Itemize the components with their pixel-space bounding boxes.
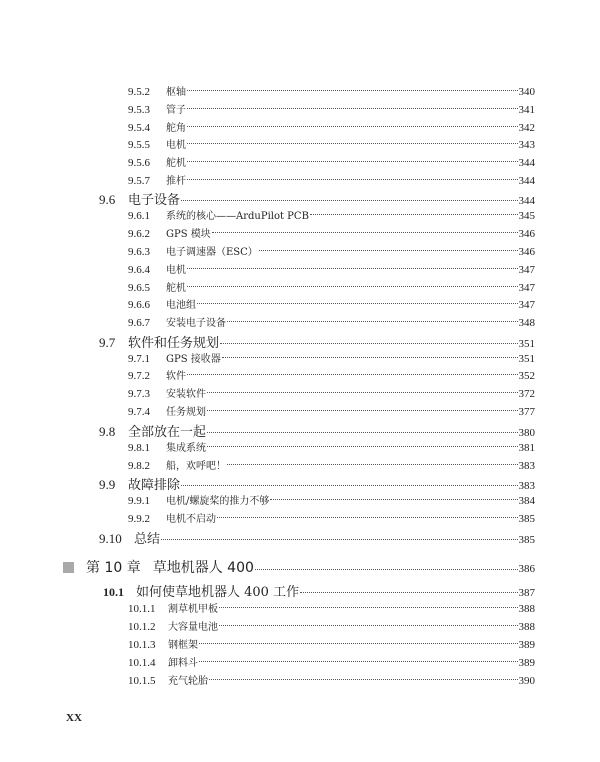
- section-title: 如何使草地机器人 400 工作: [136, 585, 300, 600]
- toc-entry-9-7-2[interactable]: [128, 367, 535, 382]
- dot-leader: [199, 661, 518, 662]
- section-title: 软件和任务规划: [128, 336, 220, 351]
- entry-page: 383: [518, 460, 535, 472]
- section-title: 全部放在一起: [128, 425, 207, 440]
- section-number: 9.6: [99, 192, 116, 207]
- toc-entry-9-7-1[interactable]: [128, 350, 535, 365]
- entry-page: 381: [518, 442, 535, 454]
- toc-entry-10-1-4[interactable]: [128, 654, 535, 669]
- toc-entry-9-5-4[interactable]: [128, 119, 535, 134]
- toc-entry-9-5-5[interactable]: [128, 136, 535, 151]
- entry-title: GPS 模块: [166, 229, 211, 240]
- entry-title: 卸料斗: [168, 658, 198, 669]
- entry-number: 10.1.1: [128, 603, 156, 615]
- entry-page: 348: [518, 317, 535, 329]
- entry-number: 9.6.5: [128, 282, 150, 294]
- dot-leader: [187, 286, 518, 287]
- entry-title: GPS 接收器: [166, 354, 221, 365]
- toc-section-9-7[interactable]: [99, 332, 535, 351]
- toc-entry-9-6-6[interactable]: [128, 296, 535, 311]
- section-number: 9.10: [99, 531, 122, 546]
- entry-title: 电机: [166, 140, 186, 151]
- dot-leader: [187, 161, 518, 162]
- dot-leader: [222, 357, 518, 358]
- entry-number: 9.5.5: [128, 139, 150, 151]
- entry-title: 钢框架: [168, 640, 198, 651]
- page-number-footer: XX: [66, 712, 82, 724]
- dot-leader: [270, 499, 517, 500]
- entry-page: 385: [518, 513, 535, 525]
- dot-leader: [187, 143, 518, 144]
- dot-leader: [212, 232, 518, 233]
- dot-leader: [219, 607, 518, 608]
- toc-entry-9-6-5[interactable]: [128, 279, 535, 294]
- toc-entry-9-5-2[interactable]: [128, 83, 535, 98]
- toc-entry-9-6-3[interactable]: [128, 243, 535, 258]
- entry-number: 9.6.7: [128, 317, 150, 329]
- entry-title: 集成系统: [166, 443, 206, 454]
- entry-number: 9.6.3: [128, 246, 150, 258]
- entry-number: 9.7.4: [128, 406, 150, 418]
- entry-title: 安装软件: [166, 389, 206, 400]
- entry-number: 9.8.2: [128, 460, 150, 472]
- entry-number: 9.6.4: [128, 264, 150, 276]
- section-number: 10.1: [103, 585, 124, 599]
- entry-number: 9.9.1: [128, 495, 150, 507]
- entry-page: 352: [518, 370, 535, 382]
- entry-number: 9.6.6: [128, 299, 150, 311]
- entry-page: 384: [518, 495, 535, 507]
- toc-entry-10-1-1[interactable]: [128, 600, 535, 615]
- toc-entry-9-8-1[interactable]: [128, 439, 535, 454]
- entry-title: 充气轮胎: [168, 676, 208, 687]
- entry-number: 9.7.2: [128, 370, 150, 382]
- entry-page: 345: [518, 210, 535, 222]
- toc-entry-9-9-2[interactable]: [128, 510, 535, 525]
- entry-title: 舵机: [166, 283, 186, 294]
- entry-title: 电机不启动: [166, 514, 216, 525]
- dot-leader: [300, 592, 517, 593]
- section-number: 9.8: [99, 424, 116, 439]
- toc-section-9-10[interactable]: [99, 528, 535, 547]
- section-number: 9.7: [99, 335, 116, 350]
- entry-page: 341: [518, 104, 535, 116]
- dot-leader: [255, 569, 518, 570]
- toc-entry-9-6-1[interactable]: [128, 207, 535, 222]
- entry-number: 9.6.1: [128, 210, 150, 222]
- entry-title: 舵机: [166, 158, 186, 169]
- toc-section-9-8[interactable]: [99, 421, 535, 440]
- dot-leader: [187, 179, 518, 180]
- entry-number: 9.5.6: [128, 157, 150, 169]
- entry-number: 9.9.2: [128, 513, 150, 525]
- toc-entry-9-5-3[interactable]: [128, 101, 535, 116]
- section-title: 电子设备: [128, 193, 181, 208]
- entry-page: 340: [518, 86, 535, 98]
- toc-entry-9-6-7[interactable]: [128, 314, 535, 329]
- entry-page: 344: [518, 157, 535, 169]
- entry-title: 枢轴: [166, 87, 186, 98]
- entry-title: 安装电子设备: [166, 318, 226, 329]
- dot-leader: [207, 410, 518, 411]
- entry-title: 割草机甲板: [168, 604, 218, 615]
- entry-number: 9.6.2: [128, 228, 150, 240]
- dot-leader: [310, 214, 518, 215]
- entry-page: 347: [518, 299, 535, 311]
- dot-leader: [187, 374, 518, 375]
- toc-entry-9-6-2[interactable]: [128, 225, 535, 240]
- dot-leader: [220, 343, 517, 344]
- toc-entry-9-6-4[interactable]: [128, 261, 535, 276]
- toc-section-9-6[interactable]: [99, 189, 535, 208]
- dot-leader: [219, 625, 518, 626]
- toc-entry-10-1-5[interactable]: [128, 672, 535, 687]
- section-page: 383: [518, 480, 535, 492]
- section-page: 387: [518, 587, 535, 599]
- dot-leader: [207, 432, 517, 433]
- entry-number: 10.1.2: [128, 621, 156, 633]
- dot-leader: [187, 108, 518, 109]
- toc-chapter-10[interactable]: [63, 557, 535, 577]
- chapter-number: 第 10 章: [86, 560, 141, 576]
- dot-leader: [187, 268, 518, 269]
- section-page: 380: [518, 427, 535, 439]
- toc-section-9-9[interactable]: [99, 474, 535, 493]
- entry-page: 342: [518, 122, 535, 134]
- entry-page: 372: [518, 388, 535, 400]
- toc-entry-10-1-3[interactable]: [128, 636, 535, 651]
- entry-title: 电池组: [166, 300, 196, 311]
- entry-number: 9.5.7: [128, 175, 150, 187]
- entry-page: 390: [518, 675, 535, 687]
- entry-page: 346: [518, 228, 535, 240]
- entry-number: 9.5.2: [128, 86, 150, 98]
- entry-page: 388: [518, 603, 535, 615]
- dot-leader: [187, 90, 518, 91]
- section-title: 故障排除: [128, 478, 181, 493]
- toc-entry-10-1-2[interactable]: [128, 618, 535, 633]
- entry-page: 377: [518, 406, 535, 418]
- entry-title: 管子: [166, 105, 186, 116]
- toc-entry-9-5-6[interactable]: [128, 154, 535, 169]
- section-title: 总结: [134, 532, 161, 547]
- toc-entry-9-7-3[interactable]: [128, 385, 535, 400]
- entry-page: 351: [518, 353, 535, 365]
- entry-page: 388: [518, 621, 535, 633]
- dot-leader: [209, 679, 518, 680]
- entry-title: 船，欢呼吧！: [166, 461, 226, 472]
- toc-entry-9-7-4[interactable]: [128, 403, 535, 418]
- entry-number: 9.7.3: [128, 388, 150, 400]
- entry-number: 9.5.4: [128, 122, 150, 134]
- dot-leader: [199, 643, 518, 644]
- section-page: 385: [518, 534, 535, 546]
- entry-title: 电机: [166, 265, 186, 276]
- toc-section-10-1[interactable]: [103, 581, 535, 600]
- toc-entry-9-8-2[interactable]: [128, 457, 535, 472]
- entry-page: 343: [518, 139, 535, 151]
- entry-title: 电子调速器（ESC）: [166, 247, 258, 258]
- dot-leader: [259, 250, 518, 251]
- chapter-square-icon: [63, 562, 74, 573]
- dot-leader: [227, 321, 518, 322]
- entry-page: 389: [518, 657, 535, 669]
- dot-leader: [207, 392, 518, 393]
- entry-number: 10.1.3: [128, 639, 156, 651]
- dot-leader: [227, 464, 518, 465]
- entry-number: 9.7.1: [128, 353, 150, 365]
- dot-leader: [197, 303, 518, 304]
- dot-leader: [207, 446, 518, 447]
- dot-leader: [181, 485, 517, 486]
- dot-leader: [181, 200, 517, 201]
- dot-leader: [161, 539, 517, 540]
- entry-title: 推杆: [166, 176, 186, 187]
- entry-number: 9.5.3: [128, 104, 150, 116]
- entry-number: 10.1.4: [128, 657, 156, 669]
- entry-page: 389: [518, 639, 535, 651]
- toc-entry-9-5-7[interactable]: [128, 172, 535, 187]
- entry-title: 软件: [166, 371, 186, 382]
- entry-number: 10.1.5: [128, 675, 156, 687]
- chapter-page: 386: [518, 563, 535, 575]
- dot-leader: [217, 517, 518, 518]
- entry-number: 9.8.1: [128, 442, 150, 454]
- section-page: 351: [518, 338, 535, 350]
- entry-title: 大容量电池: [168, 622, 218, 633]
- entry-title: 任务规划: [166, 407, 206, 418]
- entry-page: 346: [518, 246, 535, 258]
- dot-leader: [187, 126, 518, 127]
- entry-title: 系统的核心——ArduPilot PCB: [166, 211, 309, 222]
- entry-page: 347: [518, 282, 535, 294]
- entry-title: 电机/螺旋桨的推力不够: [166, 496, 270, 507]
- section-number: 9.9: [99, 477, 116, 492]
- section-page: 344: [518, 195, 535, 207]
- chapter-title: 草地机器人 400: [152, 560, 254, 576]
- entry-page: 347: [518, 264, 535, 276]
- toc-entry-9-9-1[interactable]: [128, 492, 535, 507]
- entry-page: 344: [518, 175, 535, 187]
- entry-title: 舵角: [166, 123, 186, 134]
